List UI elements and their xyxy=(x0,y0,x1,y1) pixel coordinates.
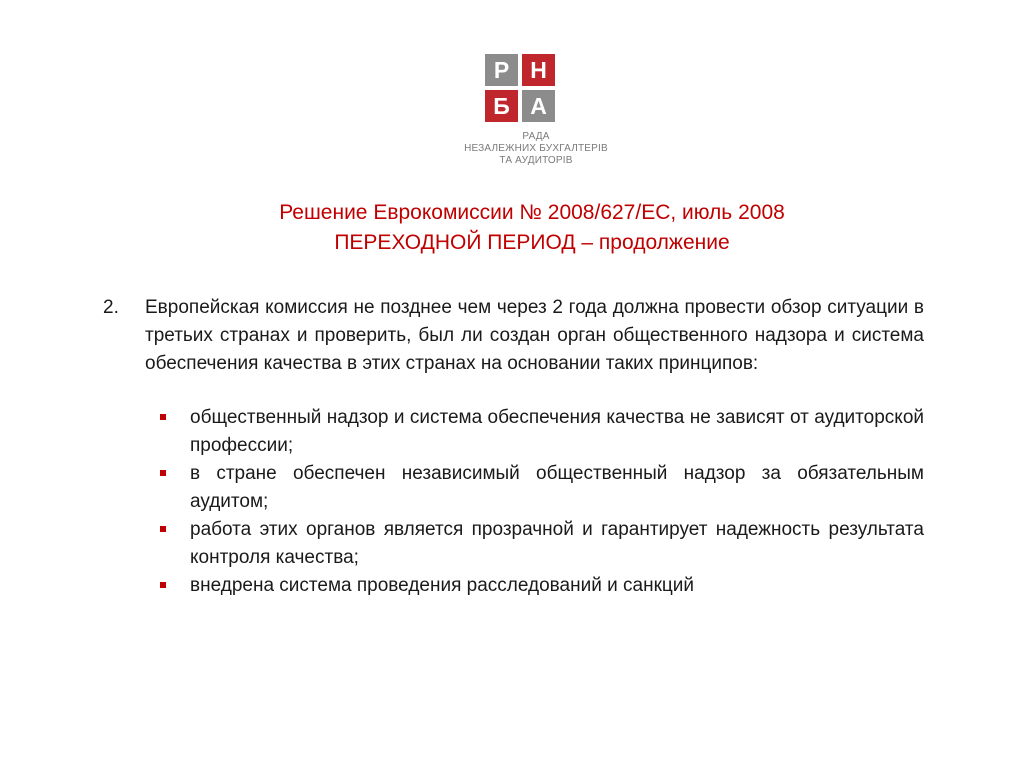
logo-letter-r: Р xyxy=(485,54,518,86)
bullet-text: внедрена система проведения расследований и санкций xyxy=(190,575,694,596)
item-text: Европейская комиссия не позднее чем через 2 года должна провести обзор ситуации в третьих странах и проверить, был ли создан орган общественного надзора и система обеспечения качества в этих странах на основании таких принципов: xyxy=(145,297,924,374)
square-bullet-icon xyxy=(160,526,166,532)
logo-letter-b: Б xyxy=(485,90,518,122)
bullet-item xyxy=(158,516,924,572)
slide-title-line-1: Решение Еврокомиссии № 2008/627/ЕС, июль 2008 xyxy=(279,201,785,224)
bullet-list xyxy=(103,404,924,600)
slide-body xyxy=(103,294,924,600)
bullet-text: в стране обеспечен независимый общественный надзор за обязательным аудитом; xyxy=(190,463,924,512)
rnba-logo xyxy=(485,54,557,122)
logo-caption-line: РАДА xyxy=(522,131,550,142)
logo-caption xyxy=(451,131,621,167)
bullet-item xyxy=(158,404,924,460)
logo-letter-a: А xyxy=(522,90,555,122)
square-bullet-icon xyxy=(160,582,166,588)
bullet-text: общественный надзор и система обеспечения качества не зависят от аудиторской профессии; xyxy=(190,407,924,456)
logo-letter-n: Н xyxy=(522,54,555,86)
numbered-item xyxy=(103,294,924,378)
bullet-item xyxy=(158,572,924,600)
slide-title-line-2: ПЕРЕХОДНОЙ ПЕРИОД – продолжение xyxy=(334,231,730,254)
square-bullet-icon xyxy=(160,470,166,476)
square-bullet-icon xyxy=(160,414,166,420)
slide-title xyxy=(200,198,864,258)
logo-caption-line: ТА АУДИТОРІВ xyxy=(499,155,573,166)
bullet-item xyxy=(158,460,924,516)
logo-caption-line: НЕЗАЛЕЖНИХ БУХГАЛТЕРІВ xyxy=(464,143,608,154)
item-number: 2. xyxy=(103,297,119,318)
bullet-text: работа этих органов является прозрачной и гарантирует надежность результата контроля качества; xyxy=(190,519,924,568)
